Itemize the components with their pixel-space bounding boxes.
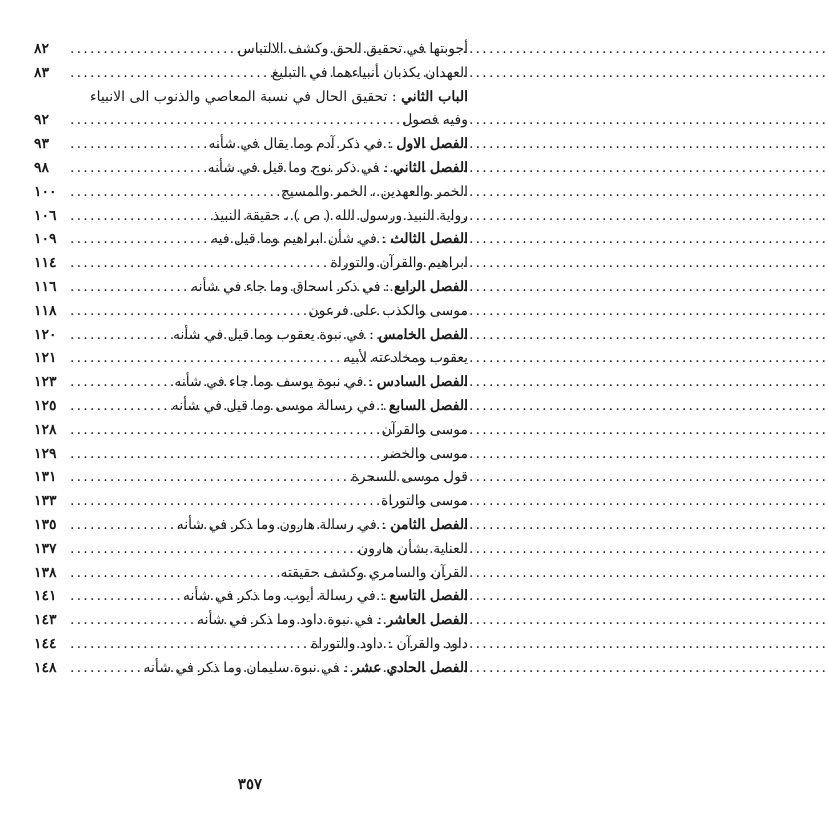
toc-page-number: ١٤٤	[34, 635, 57, 652]
toc-page-number: ١٠٦	[34, 207, 57, 224]
toc-page-number: ١٣٣	[34, 493, 57, 510]
toc-page-number: ١٠٩	[34, 231, 57, 248]
toc-entry	[34, 490, 468, 514]
toc-entry	[34, 657, 468, 681]
toc-page-number: ٨٣	[34, 64, 50, 81]
table-of-contents	[34, 38, 468, 681]
dot-leader	[70, 514, 177, 538]
chapter-heading: الفصل الثامن	[390, 516, 468, 533]
toc-page-number: ١٣٨	[34, 564, 57, 581]
dot-leader	[70, 300, 308, 324]
toc-entry-text: : في ذكر آدم وما يقال في شأنه	[208, 136, 397, 153]
toc-entry	[34, 62, 468, 86]
dot-leader	[70, 443, 382, 467]
dot-leader	[70, 181, 281, 205]
dot-leader	[70, 205, 213, 229]
toc-entry-text: رواية النبيذ ورسول الله ( ص ) ، حقيقة النبيذ	[212, 207, 468, 224]
dot-leader	[70, 657, 144, 681]
toc-page-number: ١٣٥	[34, 516, 57, 533]
toc-page-number: ٩٨	[34, 159, 50, 176]
toc-entry	[34, 205, 468, 229]
toc-entry	[34, 585, 468, 609]
chapter-heading: الفصل الرابع	[394, 278, 468, 295]
dot-leader	[70, 157, 208, 181]
toc-entry-text: : في نبوة داود وما ذكر في شأنه	[197, 612, 387, 629]
toc-entry-text: العناية بشأن هارون	[357, 540, 468, 557]
toc-entry-text: وفيه فصول	[402, 112, 468, 129]
chapter-heading: الفصل الخامس	[378, 326, 468, 343]
toc-entry	[34, 300, 468, 324]
chapter-heading: الباب الثاني	[401, 88, 468, 105]
toc-page-number: ١٤٨	[34, 659, 57, 676]
chapter-heading: الفصل التاسع	[389, 588, 468, 605]
dot-leader	[70, 562, 280, 586]
toc-entry	[34, 371, 468, 395]
dot-leader	[70, 490, 381, 514]
dot-leader	[70, 419, 382, 443]
toc-page-number: ١٢٠	[34, 326, 57, 343]
toc-page-number: ١٣٧	[34, 540, 57, 557]
dot-leader	[70, 371, 174, 395]
toc-entry-text: العهدان يكذبان أنبياءهما في التبليغ	[271, 64, 468, 81]
toc-page-number: ١٢١	[34, 350, 57, 367]
toc-page-number: ١١٨	[34, 302, 57, 319]
toc-entry	[34, 109, 468, 133]
toc-page-number: ١١٤	[34, 255, 57, 272]
toc-entry	[34, 562, 468, 586]
chapter-heading: الفصل الثاني	[392, 159, 468, 176]
toc-page-number: ١٢٨	[34, 421, 57, 438]
toc-page-number: ١٢٣	[34, 374, 57, 391]
dot-leader	[70, 62, 272, 86]
toc-entry	[34, 395, 468, 419]
toc-entry	[34, 228, 468, 252]
toc-entry-text: قول موسى للسحرة	[351, 469, 468, 486]
toc-entry-text: : في رسالة موسى وما قيل في شأنه	[171, 397, 389, 414]
toc-page-number: ١٣١	[34, 469, 57, 486]
toc-page-number: ٩٣	[34, 136, 50, 153]
chapter-heading: الفصل السادس	[376, 374, 468, 391]
dot-leader	[70, 252, 331, 276]
toc-entry	[34, 609, 468, 633]
chapter-heading: الفصل السابع	[388, 397, 468, 414]
toc-entry	[34, 466, 468, 490]
dot-leader	[70, 538, 358, 562]
dot-leader	[70, 109, 402, 133]
toc-page-number: ٩٢	[34, 112, 50, 129]
toc-entry-text: القرآن والسامري وكشف حقيقته	[280, 564, 468, 581]
dot-leader	[70, 609, 197, 633]
toc-entry-text: : في نبوة سليمان وما ذكر في شأنه	[143, 659, 354, 676]
toc-entry-text: : في ذكر نوح وما قيل في شأنه	[207, 159, 393, 176]
toc-entry	[34, 86, 468, 110]
toc-entry	[34, 514, 468, 538]
toc-entry-text: : في رسالة أيوب وما ذكر في شأنه	[182, 588, 390, 605]
dot-leader	[70, 347, 343, 371]
page-number: ٣٥٧	[237, 775, 263, 793]
toc-entry-text: : في ذكر اسحاق وما جاء في شأنه	[191, 278, 395, 295]
dot-leader	[70, 38, 238, 62]
toc-entry-text: : في رسالة هارون وما ذكر في شأنه	[176, 516, 391, 533]
chapter-heading: الفصل الثالث	[390, 231, 468, 248]
toc-entry	[34, 157, 468, 181]
chapter-heading: الفصل العاشر	[386, 612, 468, 629]
toc-entry-text: : في نبوة يوسف وما جاء في شأنه	[174, 374, 377, 391]
dot-leader	[70, 133, 209, 157]
dot-leader	[70, 276, 191, 300]
toc-page-number: ١٤١	[34, 588, 57, 605]
dot-leader	[70, 228, 211, 252]
toc-entry-text: : تحقيق الحال في نسبة المعاصي والذنوب الى الانبياء	[89, 88, 402, 105]
toc-entry-text: داود والقرآن : داود والتوراة	[310, 635, 468, 652]
toc-entry	[34, 38, 468, 62]
toc-page-number: ١٠٠	[34, 183, 57, 200]
toc-page-number: ١٢٥	[34, 397, 57, 414]
toc-page-number: ٨٢	[34, 41, 50, 57]
toc-entry	[34, 181, 468, 205]
toc-entry-text: يعقوب ومخادعته لأبيه	[343, 350, 468, 367]
toc-entry	[34, 133, 468, 157]
toc-entry	[34, 419, 468, 443]
toc-entry-title	[90, 86, 468, 110]
toc-entry	[34, 324, 468, 348]
toc-entry	[34, 633, 468, 657]
toc-page-number: ١٢٩	[34, 445, 57, 462]
toc-page-number: ١١٦	[34, 278, 57, 295]
chapter-heading: الفصل الاول	[396, 136, 468, 153]
dot-leader	[70, 324, 173, 348]
toc-entry-text: : في نبوة يعقوب وما قيل في شأنه	[173, 326, 379, 343]
toc-entry	[34, 276, 468, 300]
toc-entry-text: : في شأن ابراهيم وما قيل فيه	[211, 231, 391, 248]
toc-entry	[34, 252, 468, 276]
toc-entry-text: موسى والتوراة	[381, 493, 468, 510]
dot-leader	[70, 585, 183, 609]
toc-entry-text: موسى والخضر	[381, 445, 468, 462]
dot-leader	[70, 395, 172, 419]
toc-entry-text: ابراهيم والقرآن والتوراة	[330, 255, 468, 272]
toc-entry	[34, 538, 468, 562]
dot-leader	[70, 466, 351, 490]
toc-entry	[34, 443, 468, 467]
chapter-heading: الفصل الحادي عشر	[353, 659, 468, 676]
toc-entry	[34, 347, 468, 371]
toc-entry-text: أجوبتها في تحقيق الحق وكشف الالتباس	[237, 41, 468, 57]
dot-leader	[70, 633, 311, 657]
toc-page-number: ١٤٣	[34, 612, 57, 629]
toc-entry-text: الخمر والعهدين ، الخمر والمسيح	[280, 183, 468, 200]
toc-entry-text: موسى والكذب على فرعون	[308, 302, 468, 319]
toc-entry-text: موسى والقرآن	[381, 421, 468, 438]
